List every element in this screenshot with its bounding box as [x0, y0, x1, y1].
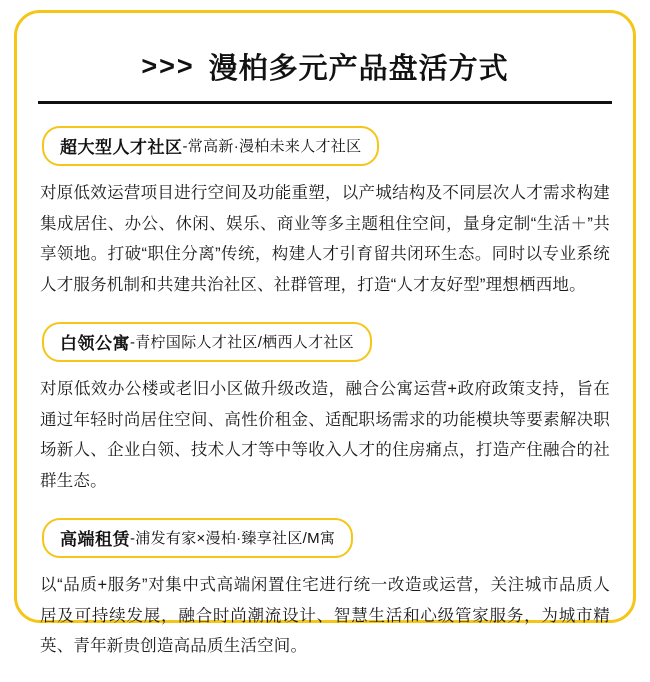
section-2: [36, 322, 614, 496]
page-header: [36, 46, 614, 87]
section-1-body: 对原低效运营项目进行空间及功能重塑，以产城结构及不同层次人才需求构建集成居住、办公、休闲、娱乐、商业等多主题租住空间，量身定制“生活＋”共享领地。打破“职住分离”传统，构建人才引育留共闭环生态。同时以专业系统人才服务机制和共建共治社区、社群管理，打造“人才友好型”理想栖西地。: [40, 184, 610, 294]
section-2-tag: [42, 322, 372, 362]
section-1: [36, 126, 614, 300]
section-1-tag-title: 超大型人才社区: [60, 138, 183, 157]
section-3-tag-title: 高端租赁: [60, 530, 130, 550]
header-divider: [38, 101, 612, 104]
section-2-body: 对原低效办公楼或老旧小区做升级改造，融合公寓运营+政府政策支持，旨在通过年轻时尚居住空间、高性价租金、适配职场需求的功能模块等要素解决职场新人、企业白领、技术人才等中等收入人才的住房痛点，打造产住融合的社群生态。: [40, 380, 610, 490]
section-3-body: 以“品质+服务”对集中式高端闲置住宅进行统一改造或运营，关注城市品质人居及可持续发展，融合时尚潮流设计、智慧生活和心级管家服务，为城市精英、青年新贵创造高品质生活空间。: [40, 576, 610, 656]
section-1-tag: [42, 126, 379, 166]
section-3: [36, 518, 614, 662]
arrows-icon: >>>: [141, 51, 195, 81]
section-2-tag-title: 白领公寓: [60, 334, 130, 354]
section-1-tag-subtitle: -常高新·漫柏未来人才社区: [182, 138, 362, 155]
section-2-tag-subtitle: -青柠国际人才社区/栖西人才社区: [130, 334, 354, 352]
page-title: 漫柏多元产品盘活方式: [208, 53, 509, 85]
section-3-tag-subtitle: -浦发有家×漫柏·臻享社区/M寓: [130, 530, 336, 548]
section-3-tag: [42, 518, 353, 558]
